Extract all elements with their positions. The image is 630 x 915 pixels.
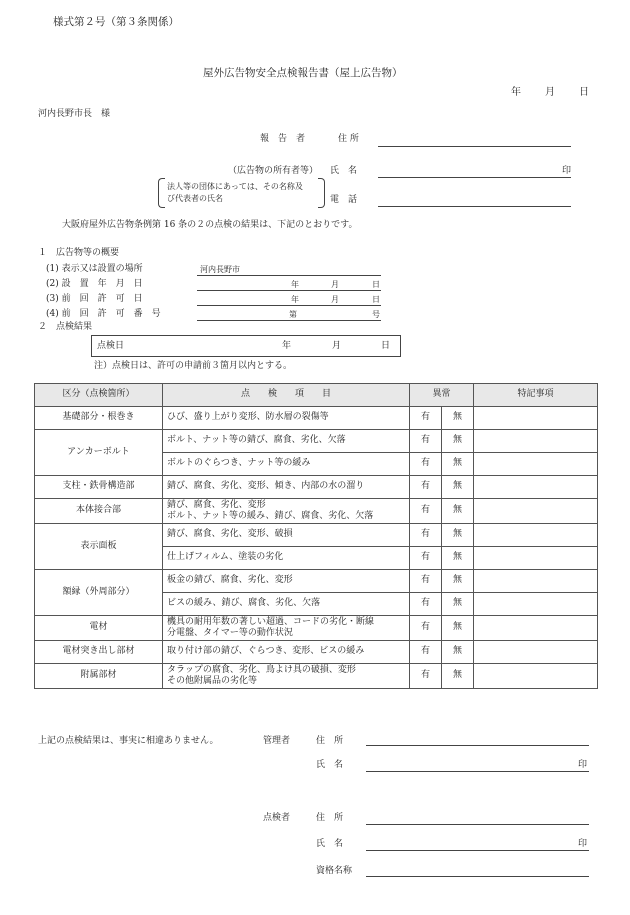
abnormal-no-option[interactable]: 無 bbox=[442, 430, 474, 453]
permit-day: 日 bbox=[372, 295, 380, 304]
reporter-address-label: 住 所 bbox=[338, 134, 359, 144]
inspection-item-cell bbox=[163, 641, 410, 664]
certification-statement: 上記の点検結果は、事実に相違ありません。 bbox=[38, 736, 219, 746]
abnormal-no-option[interactable]: 無 bbox=[442, 453, 474, 476]
overview-line-location[interactable] bbox=[197, 275, 381, 276]
abnormal-yes-option[interactable]: 有 bbox=[410, 430, 442, 453]
owner-note: （広告物の所有者等） bbox=[228, 166, 319, 176]
date-month: 月 bbox=[545, 87, 555, 98]
inspector-name-label: 氏 名 bbox=[316, 839, 344, 849]
inspection-item-cell bbox=[163, 616, 410, 641]
abnormal-no-option[interactable]: 無 bbox=[442, 616, 474, 641]
table-row bbox=[35, 641, 598, 664]
corporate-note-1: 法人等の団体にあっては、その名称及 bbox=[167, 182, 303, 191]
inspection-item-text: 取り付け部の錆び、ぐらつき、変形、ビスの緩み bbox=[167, 646, 365, 657]
overview-label-install-date: (2) 設 置 年 月 日 bbox=[46, 279, 143, 289]
permit-month: 月 bbox=[331, 295, 339, 304]
area-cell: 表示面板 bbox=[35, 524, 163, 570]
area-cell: 額縁（外周部分） bbox=[35, 570, 163, 616]
inspection-item-cell bbox=[163, 570, 410, 593]
abnormal-no-option[interactable]: 無 bbox=[442, 407, 474, 430]
remarks-cell[interactable] bbox=[474, 593, 598, 616]
overview-value-location: 河内長野市 bbox=[200, 265, 240, 274]
area-cell: 基礎部分・根巻き bbox=[35, 407, 163, 430]
abnormal-yes-option[interactable]: 有 bbox=[410, 499, 442, 524]
remarks-cell[interactable] bbox=[474, 616, 598, 641]
inspection-item-cell bbox=[163, 524, 410, 547]
abnormal-no-option[interactable]: 無 bbox=[442, 476, 474, 499]
inspection-item-text: ボルト、ナット等の緩み、錆び、腐食、劣化、欠落 bbox=[167, 511, 374, 521]
inspection-item-text: ボルト、ナット等の錆び、腐食、劣化、欠落 bbox=[167, 435, 346, 446]
inspection-item-cell bbox=[163, 476, 410, 499]
inspector-seal: 印 bbox=[578, 839, 588, 849]
overview-line-install-date[interactable] bbox=[197, 290, 381, 291]
abnormal-no-option[interactable]: 無 bbox=[442, 524, 474, 547]
install-month: 月 bbox=[331, 280, 339, 289]
header-remarks: 特記事項 bbox=[474, 384, 598, 407]
inspection-item-text: 錆び、腐食、劣化、変形、破損 bbox=[167, 529, 293, 540]
abnormal-no-option[interactable]: 無 bbox=[442, 547, 474, 570]
inspection-item-cell bbox=[163, 664, 410, 689]
qualification-label: 資格名称 bbox=[316, 866, 353, 876]
inspection-item-text: 錆び、腐食、劣化、変形 bbox=[167, 499, 266, 510]
overview-label-prev-permit-number: (4) 前 回 許 可 番 号 bbox=[46, 309, 161, 319]
abnormal-yes-option[interactable]: 有 bbox=[410, 641, 442, 664]
form-number: 様式第２号（第３条関係） bbox=[53, 16, 179, 28]
abnormal-yes-option[interactable]: 有 bbox=[410, 664, 442, 689]
area-cell: 本体接合部 bbox=[35, 499, 163, 524]
area-cell: 附属部材 bbox=[35, 664, 163, 689]
overview-line-prev-permit-date[interactable] bbox=[197, 305, 381, 306]
abnormal-yes-option[interactable]: 有 bbox=[410, 616, 442, 641]
table-row bbox=[35, 664, 598, 689]
area-cell: 電材突き出し部材 bbox=[35, 641, 163, 664]
area-cell: 電材 bbox=[35, 616, 163, 641]
permit-year: 年 bbox=[291, 295, 299, 304]
abnormal-no-option[interactable]: 無 bbox=[442, 664, 474, 689]
inspection-year: 年 bbox=[282, 341, 292, 351]
manager-name-line[interactable] bbox=[366, 771, 589, 772]
inspection-date-label: 点検日 bbox=[97, 341, 125, 351]
inspection-item-cell bbox=[163, 407, 410, 430]
abnormal-yes-option[interactable]: 有 bbox=[410, 547, 442, 570]
date-year: 年 bbox=[511, 87, 521, 98]
table-row bbox=[35, 616, 598, 641]
inspection-item-text: 機具の耐用年数の著しい超過、コードの劣化・断線 bbox=[167, 616, 375, 627]
table-row bbox=[35, 476, 598, 499]
inspection-item-cell bbox=[163, 453, 410, 476]
inspection-item-text: ボルトのぐらつき、ナット等の緩み bbox=[167, 458, 311, 469]
date-day: 日 bbox=[579, 87, 589, 98]
table-row bbox=[35, 524, 598, 547]
inspection-item-cell bbox=[163, 593, 410, 616]
reporter-phone-label: 電 話 bbox=[330, 195, 358, 205]
bracket-left bbox=[158, 178, 165, 208]
abnormal-yes-option[interactable]: 有 bbox=[410, 570, 442, 593]
remarks-cell[interactable] bbox=[474, 499, 598, 524]
header-area: 区分（点検箇所） bbox=[35, 384, 163, 407]
inspection-item-text: タラップの腐食、劣化、鳥よけ具の破損、変形 bbox=[167, 664, 356, 675]
abnormal-yes-option[interactable]: 有 bbox=[410, 407, 442, 430]
reporter-label: 報 告 者 bbox=[260, 134, 306, 144]
inspection-item-text: ビスの緩み、錆び、腐食、劣化、欠落 bbox=[167, 598, 321, 609]
overview-label-prev-permit-date: (3) 前 回 許 可 日 bbox=[46, 294, 143, 304]
remarks-cell[interactable] bbox=[474, 664, 598, 689]
inspection-item-text: その他附属品の劣化等 bbox=[167, 676, 258, 686]
section2-heading: ２ 点検結果 bbox=[38, 322, 93, 332]
manager-name-label: 氏 名 bbox=[316, 760, 344, 770]
inspection-day: 日 bbox=[381, 341, 391, 351]
abnormal-yes-option[interactable]: 有 bbox=[410, 524, 442, 547]
area-cell: アンカーボルト bbox=[35, 430, 163, 476]
overview-line-prev-permit-number[interactable] bbox=[197, 320, 381, 321]
reporter-address-line[interactable] bbox=[378, 146, 571, 147]
remarks-cell[interactable] bbox=[474, 430, 598, 453]
inspection-item-text: 錆び、腐食、劣化、変形、傾き、内部の水の溜り bbox=[167, 481, 365, 492]
page-title: 屋外広告物安全点検報告書（屋上広告物） bbox=[203, 67, 403, 79]
inspector-address-line[interactable] bbox=[366, 824, 589, 825]
table-row bbox=[35, 430, 598, 453]
abnormal-yes-option[interactable]: 有 bbox=[410, 476, 442, 499]
table-row bbox=[35, 499, 598, 524]
area-cell: 支柱・鉄骨構造部 bbox=[35, 476, 163, 499]
manager-address-line[interactable] bbox=[366, 745, 589, 746]
table-row bbox=[35, 570, 598, 593]
permit-go: 号 bbox=[372, 310, 380, 319]
abnormal-no-option[interactable]: 無 bbox=[442, 641, 474, 664]
inspection-table bbox=[34, 383, 598, 689]
inspection-item-cell bbox=[163, 430, 410, 453]
inspection-item-text: 分電盤、タイマー等の動作状況 bbox=[167, 628, 293, 638]
reporter-phone-line[interactable] bbox=[378, 206, 571, 207]
abnormal-yes-option[interactable]: 有 bbox=[410, 453, 442, 476]
manager-label: 管理者 bbox=[263, 736, 291, 746]
abnormal-no-option[interactable]: 無 bbox=[442, 499, 474, 524]
inspector-address-label: 住 所 bbox=[316, 813, 344, 823]
inspection-item-cell bbox=[163, 499, 410, 524]
remarks-cell[interactable] bbox=[474, 641, 598, 664]
bracket-right bbox=[318, 178, 325, 208]
abnormal-no-option[interactable]: 無 bbox=[442, 570, 474, 593]
section1-heading: １ 広告物等の概要 bbox=[38, 248, 120, 258]
corporate-note-2: び代表者の氏名 bbox=[167, 194, 223, 203]
intro-text: 大阪府屋外広告物条例第 16 条の２の点検の結果は、下記のとおりです。 bbox=[62, 220, 358, 230]
remarks-cell[interactable] bbox=[474, 524, 598, 547]
inspector-label: 点検者 bbox=[263, 813, 291, 823]
addressee: 河内長野市長 様 bbox=[38, 109, 111, 119]
inspection-item-text: 仕上げフィルム、塗装の劣化 bbox=[167, 552, 284, 563]
inspection-item-text: ひび、盛り上がり変形、防水層の裂傷等 bbox=[167, 412, 329, 423]
reporter-seal: 印 bbox=[562, 166, 572, 176]
remarks-cell[interactable] bbox=[474, 407, 598, 430]
reporter-name-line[interactable] bbox=[378, 177, 571, 178]
header-items: 点 検 項 目 bbox=[163, 384, 410, 407]
reporter-name-label: 氏 名 bbox=[330, 166, 358, 176]
remarks-cell[interactable] bbox=[474, 453, 598, 476]
inspection-month: 月 bbox=[332, 341, 342, 351]
install-day: 日 bbox=[372, 280, 380, 289]
manager-seal: 印 bbox=[578, 760, 588, 770]
remarks-cell[interactable] bbox=[474, 570, 598, 593]
abnormal-no-option[interactable]: 無 bbox=[442, 593, 474, 616]
inspection-note: 注）点検日は、許可の申請前３箇月以内とする。 bbox=[94, 361, 293, 371]
qualification-line[interactable] bbox=[366, 876, 589, 877]
inspector-name-line[interactable] bbox=[366, 850, 589, 851]
remarks-cell[interactable] bbox=[474, 476, 598, 499]
overview-label-location: (1) 表示又は設置の場所 bbox=[46, 264, 143, 274]
install-year: 年 bbox=[291, 280, 299, 289]
header-abnormal: 異常 bbox=[410, 384, 474, 407]
manager-address-label: 住 所 bbox=[316, 736, 344, 746]
abnormal-yes-option[interactable]: 有 bbox=[410, 593, 442, 616]
inspection-date-box[interactable] bbox=[91, 335, 401, 357]
permit-dai: 第 bbox=[289, 310, 297, 319]
inspection-item-text: 板金の錆び、腐食、劣化、変形 bbox=[167, 575, 293, 586]
remarks-cell[interactable] bbox=[474, 547, 598, 570]
inspection-item-cell bbox=[163, 547, 410, 570]
table-row bbox=[35, 407, 598, 430]
